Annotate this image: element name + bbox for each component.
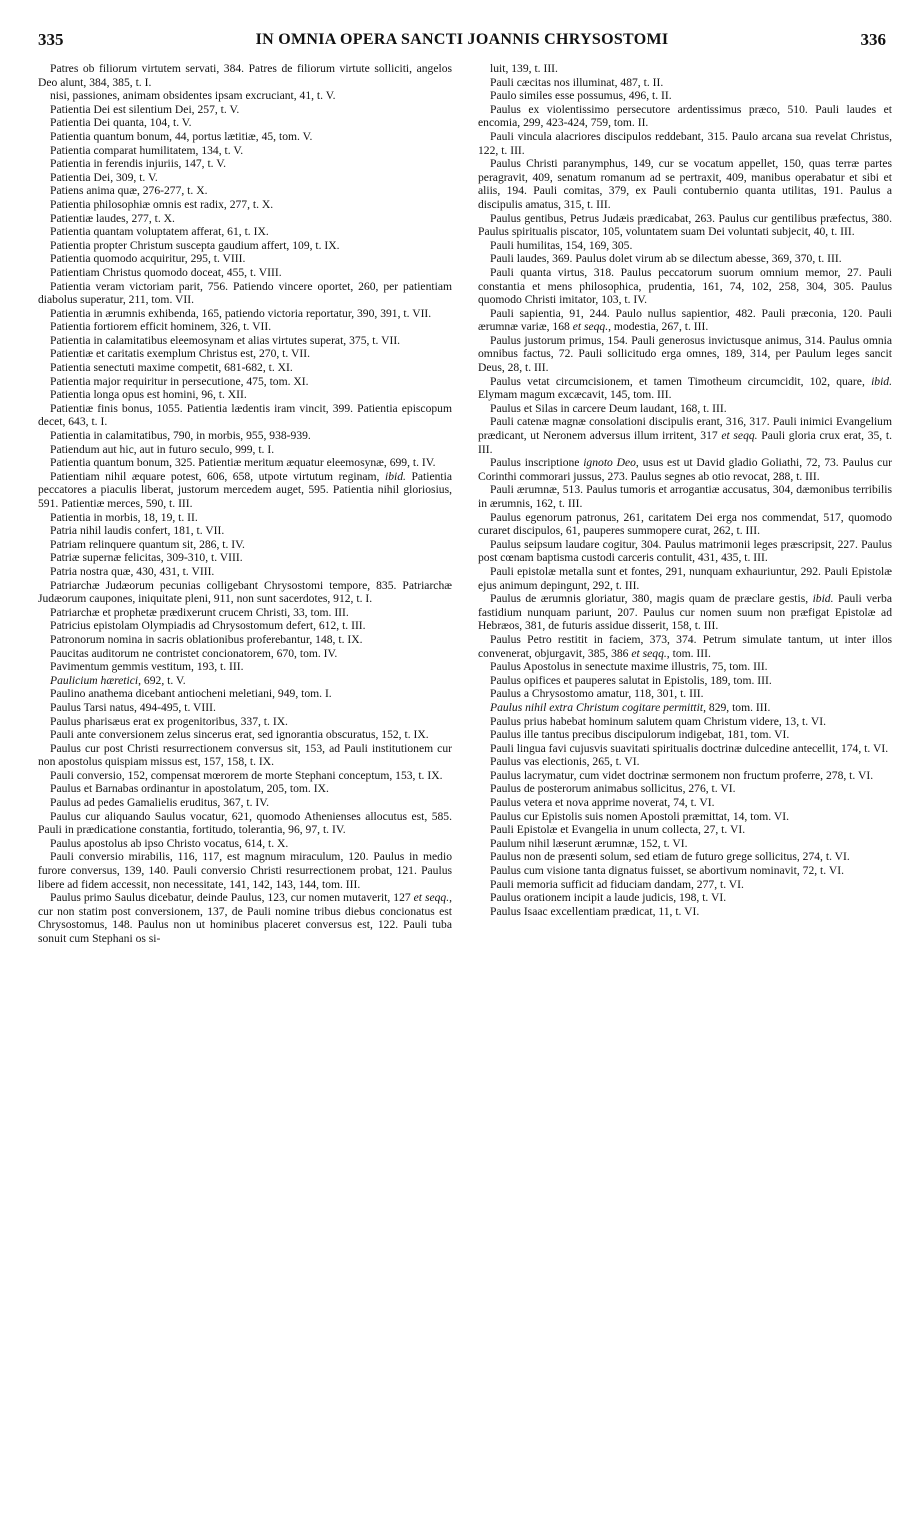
index-entry: Patientia Dei est silentium Dei, 257, t. V.: [50, 102, 240, 116]
index-entry: Paulus vas electionis, 265, t. VI.: [490, 755, 640, 769]
index-entry: Paulus apostolus ab ipso Christo vocatus, 614, t. X.: [50, 836, 289, 850]
index-entry: Paulus pharisæus erat ex progenitoribus, 337, t. IX.: [50, 714, 288, 728]
index-entry: Paulus primo Saulus dicebatur, deinde Paulus, 123, cur nomen mutaverit, 127 et seqq., cur non statim post conversionem, 137, de Pauli nomine tribus diebus concionatus est Chrysostomus, 148. Paulus non ut hominibus placeret conversus est, 122. Pauli tuba sonuit cum Stephani os si-: [38, 891, 452, 945]
index-entry: Paulus Apostolus in senectute maxime illustris, 75, tom. III.: [490, 660, 768, 674]
index-entry: Pauli memoria sufficit ad fiduciam dandam, 277, t. VI.: [490, 877, 744, 891]
index-entry: Pauli conversio mirabilis, 116, 117, est magnum miraculum, 120. Paulus in medio furore conversus, 139, 140. Pauli conversio Christi resurrectionem probat, 121. Paulus libere ad fidem accessit, non necessitate, 141, 142, 143, 144, tom. III.: [38, 850, 452, 891]
index-entry: Paulus et Silas in carcere Deum laudant, 168, t. III.: [490, 401, 727, 415]
index-entry: Patriarchæ et prophetæ prædixerunt crucem Christi, 33, tom. III.: [50, 605, 349, 619]
index-entry: Pauli catenæ magnæ consolationi discipulis erant, 316, 317. Pauli inimici Evangelium prædicant, ut Neronem adversus illum irritent, 317 et seqq. Pauli gloria crux erat, 35, t. III.: [478, 415, 892, 456]
index-entry: Paulus vetera et nova apprime noverat, 74, t. VI.: [490, 796, 715, 810]
index-entry: Patres ob filiorum virtutem servati, 384. Patres de filiorum virtute solliciti, angelos Deo alunt, 384, 385, t. I.: [38, 62, 452, 89]
index-entry: Paulus Isaac excellentiam prædicat, 11, t. VI.: [490, 904, 700, 918]
index-entry: Patientiæ laudes, 277, t. X.: [50, 211, 175, 225]
index-entry: Patientia fortiorem efficit hominem, 326, t. VII.: [50, 320, 272, 334]
index-entry: Patientia comparat humilitatem, 134, t. V.: [50, 143, 244, 157]
index-entry: Patientia in calamitatibus eleemosynam et alias virtutes superat, 375, t. VII.: [50, 333, 401, 347]
index-entry: Patientia philosophiæ omnis est radix, 277, t. X.: [50, 197, 274, 211]
index-entry: Patientiæ finis bonus, 1055. Patientia lædentis iram vincit, 399. Patientia episcopum decet, 643, t. I.: [38, 401, 452, 429]
index-entry: Paulino anathema dicebant antiocheni meletiani, 949, tom. I.: [50, 687, 332, 701]
index-entry: Paulus vetat circumcisionem, et tamen Timotheum circumcidit, 102, quare, ibid. Elymam magum excæcavit, 145, tom. III.: [478, 374, 892, 402]
index-entry: Pauli lingua favi cujusvis suavitati spiritualis doctrinæ dulcedine antecellit, 174, t. VI.: [490, 741, 889, 755]
index-entry: Paulus egenorum patronus, 261, caritatem Dei erga nos commendat, 517, quomodo curaret discipulos, 61, pauperes summopere curat, 262, t. III.: [478, 510, 892, 538]
index-entry: Pauli ante conversionem zelus sincerus erat, sed ignorantia obscuratus, 152, t. IX.: [50, 728, 429, 742]
index-entry: Paulus justorum primus, 154. Pauli generosus invictusque animus, 314. Paulus omnia omnibus factus, 72. Pauli sollicitudo erga omnes, 189, 314, per Paulum leges sancit Deus, 28, t. III.: [478, 333, 892, 375]
index-entry: Paulus cur post Christi resurrectionem conversus sit, 153, ad Pauli institutionem cur non apostolus quispiam missus est, 157, 158, t. IX.: [38, 741, 452, 769]
index-entry: Paulus ex violentissimo persecutore ardentissimus præco, 510. Pauli laudes et encomia, 299, 423-424, 759, tom. II.: [478, 102, 892, 130]
index-entry: Paulus Petro restitit in faciem, 373, 374. Petrum simulate tantum, ut inter illos convenerat, objurgavit, 385, 386 et seqq., tom. III.: [478, 632, 892, 660]
index-entry: Patientia quantum bonum, 44, portus lætitiæ, 45, tom. V.: [50, 129, 313, 143]
index-entry: Paulus ad pedes Gamalielis eruditus, 367, t. IV.: [50, 796, 270, 810]
index-entry: Patriam relinquere quantum sit, 286, t. IV.: [50, 537, 245, 551]
index-entry: Patientia in ferendis injuriis, 147, t. V.: [50, 157, 227, 171]
index-entry: Patientia propter Christum suscepta gaudium affert, 109, t. IX.: [50, 238, 340, 252]
index-entry: Pauli Epistolæ et Evangelia in unum collecta, 27, t. VI.: [490, 823, 746, 837]
index-entry: Paulus nihil extra Christum cogitare permittit, 829, tom. III.: [490, 700, 771, 714]
index-entry: Patientia in morbis, 18, 19, t. II.: [50, 510, 198, 524]
index-entry: Pauli sapientia, 91, 244. Paulo nullus sapientior, 482. Pauli præconia, 120. Pauli ærumnæ variæ, 168 et seqq., modestia, 267, t. III.: [478, 306, 892, 334]
index-entry: Paulus cur aliquando Saulus vocatur, 621, quomodo Athenienses allocutus est, 585. Pauli in prædicatione constantia, fortitudo, tolerantia, 96, 97, t. IV.: [38, 809, 452, 837]
index-entry: Paulus cur Epistolis suis nomen Apostoli præmittat, 14, tom. VI.: [490, 809, 789, 823]
index-column-right: [478, 62, 892, 1532]
index-entry: Patientia Dei quanta, 104, t. V.: [50, 116, 192, 130]
index-entry: Pauli humilitas, 154, 169, 305.: [490, 238, 633, 252]
index-entry: Patria nostra quæ, 430, 431, t. VIII.: [50, 564, 215, 578]
index-entry: Paulum nihil læserunt ærumnæ, 152, t. VI.: [490, 836, 688, 850]
index-entry: Paulus Christi paranymphus, 149, cur se vocatum appellet, 150, quas terræ partes peragravit, 409, senatum romanum ad se pertraxit, 409, manibus operabatur et sibi et aliis, 194. Pauli comitas, 379, ex Pauli contubernio quanta utilitas, 191. Paulus a discipulis amatus, 315, t. III.: [478, 157, 892, 211]
index-entry: Pauli ærumnæ, 513. Paulus tumoris et arrogantiæ accusatus, 304, dæmonibus terribilis in ærumnis, 162, t. III.: [478, 483, 892, 510]
index-entry: Patientia quomodo acquiritur, 295, t. VIII.: [50, 252, 246, 266]
index-entry: Paulus non de præsenti solum, sed etiam de futuro grege sollicitus, 274, t. VI.: [490, 850, 850, 864]
index-entry: Patientia quantam voluptatem afferat, 61, t. IX.: [50, 225, 269, 239]
index-entry: Patiens anima quæ, 276-277, t. X.: [50, 184, 208, 198]
index-entry: Pavimentum gemmis vestitum, 193, t. III.: [50, 660, 244, 674]
running-title: IN OMNIA OPERA SANCTI JOANNIS CHRYSOSTOMI: [255, 31, 669, 48]
index-entry: Patientia quantum bonum, 325. Patientiæ meritum æquatur eleemosynæ, 699, t. IV.: [50, 456, 436, 470]
index-entry: luit, 139, t. III.: [490, 62, 558, 75]
index-entry: Pauli laudes, 369. Paulus dolet virum ab se dilectum abesse, 369, 370, t. III.: [490, 252, 842, 266]
index-entry: Patientiæ et caritatis exemplum Christus est, 270, t. VII.: [50, 347, 310, 361]
index-entry: Paulus lacrymatur, cum videt doctrinæ sermonem non fructum proferre, 278, t. VI.: [490, 768, 874, 782]
index-entry: Patientia veram victoriam parit, 756. Patiendo vincere oportet, 260, per patientiam diabolus superatur, 211, tom. VII.: [38, 279, 452, 307]
index-entry: Paulus opifices et pauperes salutat in Epistolis, 189, tom. III.: [490, 673, 772, 687]
page-number-left: 335: [38, 30, 64, 49]
page-number-right: 336: [860, 30, 886, 49]
index-entry: Pauli conversio, 152, compensat mœrorem de morte Stephani conceptum, 153, t. IX.: [50, 768, 443, 782]
index-entry: Paulus cum visione tanta dignatus fuisset, se abortivum nominavit, 72, t. VI.: [490, 864, 844, 878]
index-entry: Paulus ille tantus precibus discipulorum indigebat, 181, tom. VI.: [490, 728, 790, 742]
index-entry: Paulus et Barnabas ordinantur in apostolatum, 205, tom. IX.: [50, 782, 329, 796]
index-entry: Patriarchæ Judæorum pecunias colligebant Chrysostomi tempore, 835. Patriarchæ Judæorum caupones, iniquitate pleni, 911, non sunt sacerdotes, 912, t. I.: [38, 578, 452, 606]
index-entry: Paulus seipsum laudare cogitur, 304. Paulus matrimonii leges præscripsit, 227. Paulus post cœnam baptisma custodi carceris contulit, 431, 435, t. III.: [478, 537, 892, 565]
index-entry: Paulus gentibus, Petrus Judæis prædicabat, 263. Paulus cur gentilibus præfectus, 380. Paulus spiritualis piscator, 105, voluntatem suam Dei voluntati subjecit, 40, t. III.: [478, 211, 892, 239]
index-entry: Patientiam Christus quomodo doceat, 455, t. VIII.: [50, 265, 282, 279]
index-entry: Paulus orationem incipit a laude judicis, 198, t. VI.: [490, 891, 727, 905]
index-entry: Pauli quanta virtus, 318. Paulus peccatorum suorum omnium memor, 27. Pauli constantia et mens philosophica, prudentia, 161, 74, 102, 258, 304, 305. Paulus quomodo Christi imitator, 103, t. IV.: [478, 265, 892, 307]
index-entry: Pauli cæcitas nos illuminat, 487, t. II.: [490, 75, 664, 89]
index-entry: Patientia Dei, 309, t. V.: [50, 170, 158, 184]
index-entry: Paulus Tarsi natus, 494-495, t. VIII.: [50, 700, 216, 714]
index-entry: Paulus a Chrysostomo amatur, 118, 301, t. III.: [490, 687, 704, 701]
index-entry: Patientia major requiritur in persecutione, 475, tom. XI.: [50, 374, 309, 388]
index-entry: nisi, passiones, animam obsidentes ipsam excruciant, 41, t. V.: [50, 89, 336, 103]
index-entry: Pauli epistolæ metalla sunt et fontes, 291, nunquam exhauriuntur, 292. Pauli Epistolæ ejus animum depingunt, 292, t. III.: [478, 564, 892, 592]
index-entry: Patria nihil laudis confert, 181, t. VII.: [50, 524, 225, 538]
index-entry: Paulo similes esse possumus, 496, t. II.: [490, 89, 672, 103]
index-entry: Patronorum nomina in sacris oblationibus proferebantur, 148, t. IX.: [50, 632, 363, 646]
index-entry: Patientia in calamitatibus, 790, in morbis, 955, 938-939.: [50, 429, 311, 443]
index-entry: Patientia in ærumnis exhibenda, 165, patiendo victoria reportatur, 390, 391, t. VII.: [50, 306, 432, 320]
index-entry: Patiendum aut hic, aut in futuro seculo, 999, t. I.: [50, 442, 275, 456]
page-header: [38, 30, 886, 54]
index-entry: Patientiam nihil æquare potest, 606, 658, utpote virtutum reginam, ibid. Patientia peccatores a piaculis liberat, justorum mercedem auget, 595. Patientia nihil gloriosius, 591. Patientiæ merces, 590, t. III.: [38, 469, 452, 510]
index-entry: Pauli vincula alacriores discipulos reddebant, 315. Paulo arcana sua revelat Christus, 122, t. III.: [478, 129, 892, 157]
index-entry: Paulus de posterorum animabus sollicitus, 276, t. VI.: [490, 782, 736, 796]
index-entry: Patriæ supernæ felicitas, 309-310, t. VIII.: [50, 551, 243, 565]
index-column-left: [38, 62, 452, 1532]
index-entry: Patricius epistolam Olympiadis ad Chrysostomum defert, 612, t. III.: [50, 619, 366, 633]
index-entry: Paulus inscriptione ignoto Deo, usus est ut David gladio Goliathi, 72, 73. Paulus cur Corinthi commorari jussus, 273. Paulus segnes ab otio revocat, 288, t. III.: [478, 456, 892, 483]
index-entry: Paulus de ærumnis gloriatur, 380, magis quam de præclare gestis, ibid. Pauli verba fastidium nunquam pariunt, 207. Paulus cur nomen suum non præfigat Epistolæ ad Hebræos, 381, de futuris assidue disserit, 158, t. III.: [478, 592, 892, 633]
index-entry: Patientia longa opus est homini, 96, t. XII.: [50, 388, 247, 402]
index-entry: Paucitas auditorum ne contristet concionatorem, 670, tom. IV.: [50, 646, 338, 660]
index-entry: Paulicium hæretici, 692, t. V.: [50, 673, 186, 687]
index-entry: Paulus prius habebat hominum salutem quam Christum videre, 13, t. VI.: [490, 714, 826, 728]
index-entry: Patientia senectuti maxime competit, 681-682, t. XI.: [50, 361, 293, 375]
